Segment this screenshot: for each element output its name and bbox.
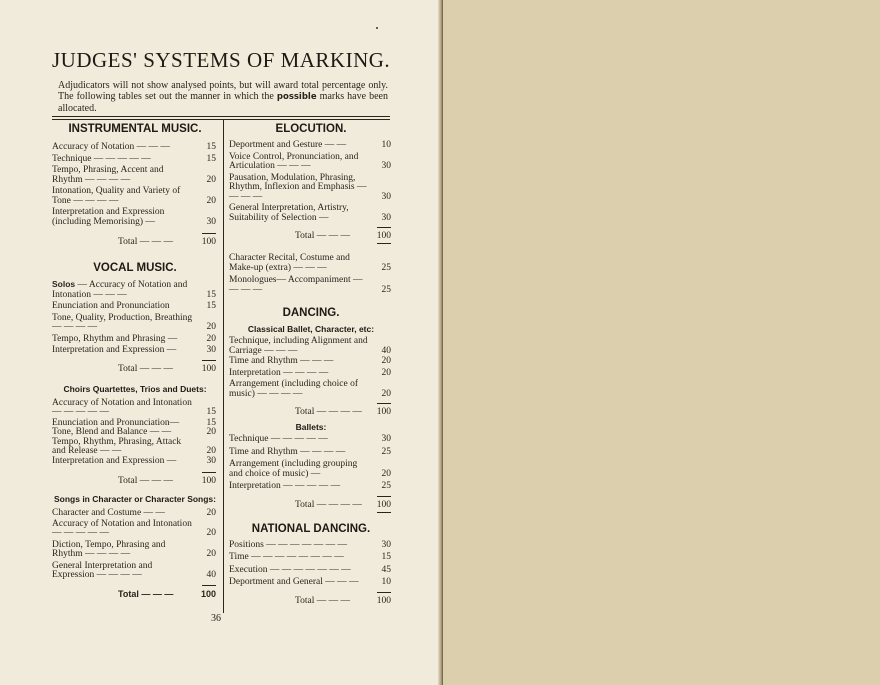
mark-value: 30: [381, 434, 391, 444]
mark-value: 20: [381, 356, 391, 366]
mark-row: [52, 438, 218, 457]
mark-row: [229, 254, 393, 273]
page-title: JUDGES' SYSTEMS OF MARKING.: [52, 48, 391, 72]
mark-label: Diction, Tempo, Phrasing and Rhythm — — — —: [52, 539, 166, 559]
mark-label-text: — Accuracy of Notation and Intonation — — —: [52, 280, 188, 300]
mark-label: Pausation, Modulation, Phrasing, Rhythm, Inflexion and Emphasis — — — —: [229, 172, 367, 202]
total-label: Total — — —: [118, 476, 174, 486]
mark-value: 40: [206, 570, 216, 580]
total-row: [229, 596, 393, 607]
mark-label: Deportment and Gesture — —: [229, 140, 347, 150]
header-rule-bottom: [52, 119, 390, 120]
mark-label: General Interpretation and Expression — — — —: [52, 560, 153, 580]
mark-label: Technique, including Alignment and Carriage — — —: [229, 336, 368, 356]
total-value: 100: [376, 499, 391, 510]
section-title-dancing: DANCING.: [282, 307, 340, 319]
mark-label: Interpretation and Expression —: [52, 455, 177, 466]
mark-value: 45: [381, 564, 391, 575]
mark-row: [229, 553, 393, 563]
mark-value: 20: [206, 174, 216, 185]
intro-bold-word: possible: [276, 92, 317, 102]
mark-label: Enunciation and Pronunciation—: [52, 417, 180, 428]
mark-value: 10: [381, 140, 391, 150]
mark-row: [52, 155, 218, 165]
total-value: 100: [376, 231, 391, 241]
mark-row: [229, 204, 393, 223]
mark-label: Tempo, Rhythm and Phrasing —: [52, 333, 178, 344]
mark-row: [229, 460, 393, 479]
total-row: [52, 364, 218, 375]
mark-label: Time and Rhythm — — —: [229, 356, 334, 366]
ballet-items: [229, 435, 393, 492]
mark-label: Deportment and General — — —: [229, 577, 359, 587]
total-value: 100: [201, 237, 216, 247]
mark-row: [52, 314, 218, 333]
mark-value: 15: [206, 407, 216, 417]
total-rule: [202, 472, 216, 473]
mark-value: 15: [206, 417, 216, 428]
mark-value: 15: [206, 142, 216, 152]
subsection-title-choirs: Choirs Quartettes, Trios and Duets:: [63, 383, 207, 394]
mark-row: [52, 520, 218, 539]
mark-value: 15: [206, 153, 216, 164]
page-number: 36: [211, 613, 221, 624]
section-title-national-dancing: NATIONAL DANCING.: [251, 522, 371, 535]
mark-row: [52, 302, 218, 312]
total-row: [229, 500, 393, 511]
mark-value: 30: [381, 539, 391, 550]
mark-row: [52, 187, 218, 206]
mark-row: [229, 276, 393, 295]
total-rule: [202, 360, 216, 361]
total-row: [52, 589, 218, 600]
total-label: Total — — —: [118, 237, 174, 247]
mark-label: Character and Costume — —: [52, 508, 165, 518]
mark-value: 20: [381, 468, 391, 479]
section-title-elocution: ELOCUTION.: [275, 123, 347, 135]
mark-value: 40: [381, 345, 391, 356]
mark-row: [229, 482, 393, 492]
mark-row: [52, 143, 218, 153]
total-value: 100: [200, 588, 216, 599]
mark-label: [52, 280, 196, 300]
mark-row: [52, 280, 218, 300]
mark-label: Technique — — — — —: [229, 434, 328, 444]
mark-label: Tempo, Phrasing, Accent and Rhythm — — — —: [52, 165, 164, 185]
mark-row: [229, 141, 393, 151]
character-song-items: [52, 509, 218, 581]
mark-value: 30: [206, 345, 216, 355]
total-rule: [377, 403, 391, 404]
mark-value: 20: [206, 528, 216, 538]
mark-value: 30: [206, 455, 216, 466]
mark-value: 15: [206, 301, 216, 311]
mark-label: Tone, Quality, Production, Breathing — — — —: [52, 312, 193, 332]
mark-row: [52, 335, 218, 345]
mark-label: Interpretation and Expression —: [52, 345, 177, 355]
subsection-title-ballets: Ballets:: [295, 422, 327, 432]
mark-label: Execution — — — — — — —: [229, 564, 351, 575]
mark-value: 25: [381, 262, 391, 273]
mark-row: [52, 509, 218, 519]
total-rule: [377, 592, 391, 593]
solos-lead: Solos: [52, 279, 76, 289]
elocution-items: [229, 141, 393, 223]
total-rule-under: [377, 243, 391, 244]
mark-label: Tone, Blend and Balance — —: [52, 427, 172, 437]
intro-text-after: marks have been allocated.: [58, 91, 388, 114]
ink-speck: [376, 27, 378, 29]
total-row: [52, 476, 218, 487]
mark-value: 20: [206, 195, 216, 206]
right-page-blank: [443, 0, 880, 685]
left-column: [52, 123, 218, 600]
mark-value: 15: [206, 289, 216, 300]
mark-value: 30: [206, 216, 216, 227]
mark-value: 20: [206, 446, 216, 456]
mark-row: [229, 174, 393, 203]
section-title-instrumental: INSTRUMENTAL MUSIC.: [68, 123, 202, 135]
mark-row: [229, 357, 393, 367]
mark-value: 20: [206, 508, 216, 518]
mark-label: Tempo, Rhythm, Phrasing, Attack and Release — —: [52, 436, 182, 456]
mark-row: [52, 346, 218, 356]
elocution-extra-items: [229, 254, 393, 295]
mark-label: Accuracy of Notation — — —: [52, 142, 170, 152]
mark-label: Technique — — — — —: [52, 153, 151, 164]
mark-label: Interpretation and Expression (including Memorising) —: [52, 207, 165, 227]
mark-label: Interpretation — — — — —: [229, 481, 341, 491]
mark-label: Monologues— Accompaniment — — — —: [229, 275, 363, 295]
mark-row: [229, 380, 393, 399]
mark-row: [229, 448, 393, 458]
instrumental-items: [52, 143, 218, 227]
mark-row: [229, 566, 393, 576]
total-value: 100: [376, 595, 391, 606]
total-label: Total — — —: [295, 231, 351, 241]
mark-value: 10: [381, 577, 391, 587]
vocal-items: [52, 280, 218, 356]
total-row: [52, 237, 218, 248]
mark-row: [52, 399, 218, 418]
total-label: Total — — — —: [295, 499, 362, 510]
mark-value: 30: [381, 191, 391, 202]
subsection-title-character-songs: Songs in Character or Character Songs:: [53, 494, 216, 504]
mark-label: Intonation, Quality and Variety of Tone — — — —: [52, 186, 181, 206]
mark-value: 20: [206, 427, 216, 437]
mark-label: Arrangement (including choice of music) — — — —: [229, 379, 358, 399]
mark-label: Interpretation — — — —: [229, 367, 329, 378]
national-items: [229, 541, 393, 588]
mark-value: 25: [381, 284, 391, 295]
mark-row: [52, 166, 218, 185]
mark-value: 20: [206, 549, 216, 559]
classical-items: [229, 337, 393, 399]
mark-value: 20: [206, 322, 216, 332]
right-column: [229, 123, 393, 607]
mark-row: [52, 457, 218, 467]
total-label: Total — — — —: [295, 407, 362, 417]
header-rule-top: [52, 116, 390, 117]
mark-value: 30: [381, 161, 391, 171]
mark-label: Accuracy of Notation and Intonation — — — — —: [52, 518, 192, 538]
mark-row: [229, 369, 393, 379]
mark-row: [229, 153, 393, 172]
mark-label: Voice Control, Pronunciation, and Articulation — — —: [229, 151, 359, 171]
mark-row: [229, 578, 393, 588]
total-label: Total — — —: [118, 588, 174, 599]
mark-row: [52, 208, 218, 227]
mark-value: 25: [381, 446, 391, 457]
total-rule: [202, 233, 216, 234]
mark-label: Enunciation and Pronunciation: [52, 301, 170, 311]
intro-paragraph: [58, 80, 388, 114]
mark-label: Time — — — — — — — —: [229, 552, 344, 562]
mark-row: [52, 562, 218, 581]
total-rule: [377, 227, 391, 228]
total-rule: [202, 585, 216, 586]
mark-label: Time and Rhythm — — — —: [229, 446, 346, 457]
total-row: [229, 231, 393, 242]
total-label: Total — — —: [295, 595, 351, 606]
choir-items: [52, 399, 218, 467]
total-label: Total — — —: [118, 363, 174, 374]
mark-value: 20: [381, 388, 391, 399]
mark-value: 20: [206, 333, 216, 344]
total-value: 100: [201, 476, 216, 486]
mark-label: Arrangement (including grouping and choice of music) —: [229, 459, 358, 479]
mark-row: [52, 541, 218, 560]
mark-label: Accuracy of Notation and Intonation — — — — —: [52, 397, 192, 417]
mark-row: [229, 435, 393, 445]
total-rule-under: [377, 512, 391, 513]
total-row: [229, 407, 393, 418]
mark-label: Character Recital, Costume and Make-up (extra) — — —: [229, 253, 350, 273]
mark-label: General Interpretation, Artistry, Suitability of Selection —: [229, 203, 349, 223]
mark-label: Positions — — — — — — —: [229, 539, 347, 550]
total-rule: [377, 496, 391, 497]
mark-value: 25: [381, 481, 391, 491]
column-divider: [223, 120, 224, 613]
total-value: 100: [376, 407, 391, 417]
section-title-vocal: VOCAL MUSIC.: [93, 262, 177, 274]
intro-text-before: Adjudicators will not show analysed points, but will award total percentage only. The following tables set out the manner in which the: [58, 80, 388, 102]
mark-value: 15: [381, 552, 391, 562]
mark-value: 30: [381, 212, 391, 223]
total-value: 100: [201, 363, 216, 374]
mark-row: [229, 541, 393, 551]
mark-row: [229, 337, 393, 356]
mark-value: 20: [381, 367, 391, 378]
subsection-title-classical: Classical Ballet, Character, etc:: [247, 324, 375, 334]
